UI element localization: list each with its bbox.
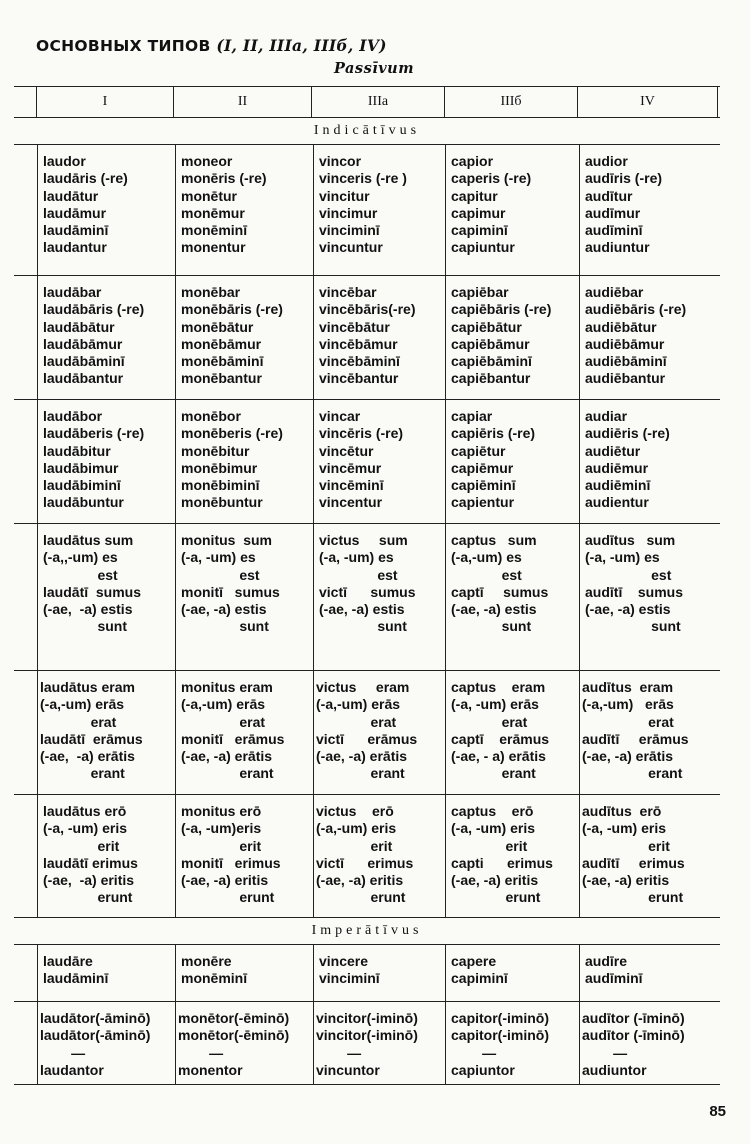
cell-imperative-present-iiib: capere capiminī — [446, 945, 580, 1001]
column-spacer — [14, 87, 36, 117]
block-plusquamperfect — [14, 671, 720, 795]
section-indicativus: Indicātīvus — [14, 118, 720, 145]
block-imperfect — [14, 276, 720, 400]
cell-futurum-exactum-iiib: captus erō (-a, -um) eris erit capti erimus (-ae, -a) eritis erunt — [446, 795, 580, 917]
page-number: 85 — [709, 1103, 726, 1120]
column-header-iiia: IIIa — [311, 87, 444, 117]
cell-imperfect-iiib: capiēbar capiēbāris (-re) capiēbātur capiēbāmur capiēbāminī capiēbantur — [446, 276, 580, 399]
cell-plusquamperfect-iiib: captus eram (-a, -um) erās erat captī erāmus (-ae, - a) erātis erant — [446, 671, 580, 794]
row-spacer — [14, 276, 38, 399]
cell-perfect-ii: monitus sum (-a, -um) es est monitī sumus (-ae, -a) estis sunt — [176, 524, 314, 670]
block-perfect — [14, 524, 720, 671]
row-spacer — [14, 400, 38, 523]
cell-imperfect-ii: monēbar monēbāris (-re) monēbātur monēbāmur monēbāminī monēbantur — [176, 276, 314, 399]
row-spacer — [14, 795, 38, 917]
cell-imperative-future-iiib: capitor(-iminō) capitor(-iminō) — capiuntor — [446, 1002, 580, 1084]
column-header-row — [14, 86, 720, 118]
cell-futurum-exactum-iiia: victus erō (-a,-um) eris erit victī erimus (-ae, -a) eritis erunt — [314, 795, 446, 917]
cell-imperative-present-iv: audīre audīminī — [585, 953, 643, 987]
block-imperative-future — [14, 1002, 720, 1085]
cell-imperative-present-iiia: vincere vinciminī — [314, 945, 446, 1001]
cell-present-iv: audior audīris (-re) audītur audīmur audīminī audiuntur — [585, 153, 663, 256]
page-title-types: (I, II, IIIa, IIIб, IV) — [216, 36, 387, 55]
section-imperativus: Imperātīvus — [14, 918, 720, 945]
cell-plusquamperfect-i: laudātus eram (-a,-um) erās erat laudātī erāmus (-ae, -a) erātis erant — [38, 671, 176, 794]
cell-future-i: laudābor laudāberis (-re) laudābitur laudābimur laudābiminī laudābuntur — [38, 400, 176, 523]
cell-present-iiib: capior caperis (-re) capitur capimur capiminī capiuntur — [446, 145, 580, 275]
block-imperative-present — [14, 945, 720, 1002]
cell-futurum-exactum-iv: audītus erō (-a, -um) eris erit audītī erimus (-ae, -a) eritis erunt — [582, 803, 685, 906]
cell-imperfect-iv: audiēbar audiēbāris (-re) audiēbātur audiēbāmur audiēbāminī audiēbantur — [585, 284, 687, 387]
cell-perfect-iv: audītus sum (-a, -um) es est audītī sumus (-ae, -a) estis sunt — [585, 532, 684, 635]
cell-imperative-present-i: laudāre laudāminī — [38, 945, 176, 1001]
voice-subtitle: Passīvum — [334, 60, 415, 77]
cell-imperfect-i: laudābar laudābāris (-re) laudābātur laudābāmur laudābāminī laudābantur — [38, 276, 176, 399]
cell-perfect-i: laudātus sum (-a,,-um) es est laudātī sumus (-ae, -a) estis sunt — [38, 524, 176, 670]
cell-plusquamperfect-ii: monitus eram (-a,-um) erās erat monitī erāmus (-ae, -a) erātis erant — [176, 671, 314, 794]
column-header-iv: IV — [577, 87, 717, 117]
cell-imperative-future-iv: audītor (-īminō) audītor (-īminō) — audiuntor — [582, 1010, 685, 1078]
conjugation-table — [14, 86, 720, 1085]
page-title-main: ОСНОВНЫХ ТИПОВ — [36, 37, 211, 55]
cell-future-iiib: capiar capiēris (-re) capiētur capiēmur capiēminī capientur — [446, 400, 580, 523]
cell-imperative-present-ii: monēre monēminī — [176, 945, 314, 1001]
column-end — [717, 87, 720, 117]
column-header-ii: II — [173, 87, 311, 117]
cell-imperative-future-ii: monētor(-ēminō) monētor(-ēminō) — monentor — [176, 1002, 314, 1084]
cell-futurum-exactum-ii: monitus erō (-a, -um)eris erit monitī erimus (-ae, -a) eritis erunt — [176, 795, 314, 917]
cell-future-iiia: vincar vincēris (-re) vincētur vincēmur vincēminī vincentur — [314, 400, 446, 523]
cell-imperative-future-iiia: vincitor(-iminō) vincitor(-iminō) — vincuntor — [314, 1002, 446, 1084]
cell-plusquamperfect-iv: audītus eram (-a,-um) erās erat audītī erāmus (-ae, -a) erātis erant — [582, 679, 689, 782]
cell-perfect-iiib: captus sum (-a,-um) es est captī sumus (-ae, -a) estis sunt — [446, 524, 580, 670]
cell-future-ii: monēbor monēberis (-re) monēbitur monēbimur monēbiminī monēbuntur — [176, 400, 314, 523]
row-spacer — [14, 524, 38, 670]
row-spacer — [14, 145, 38, 275]
column-header-iiib: IIIб — [444, 87, 577, 117]
cell-future-iv: audiar audiēris (-re) audiētur audiēmur audiēminī audientur — [585, 408, 670, 511]
block-futurum-exactum — [14, 795, 720, 918]
cell-futurum-exactum-i: laudātus erō (-a, -um) eris erit laudātī erimus (-ae, -a) eritis erunt — [38, 795, 176, 917]
cell-present-iiia: vincor vinceris (-re ) vincitur vincimur vinciminī vincuntur — [314, 145, 446, 275]
cell-present-ii: moneor monēris (-re) monētur monēmur monēminī monentur — [176, 145, 314, 275]
row-spacer — [14, 1002, 38, 1084]
column-header-i: I — [36, 87, 173, 117]
cell-present-i: laudor laudāris (-re) laudātur laudāmur laudāminī laudantur — [38, 145, 176, 275]
row-spacer — [14, 945, 38, 1001]
row-spacer — [14, 671, 38, 794]
page-title — [36, 36, 387, 55]
block-future — [14, 400, 720, 524]
cell-perfect-iiia: victus sum (-a, -um) es est victī sumus (-ae, -a) estis sunt — [314, 524, 446, 670]
cell-imperfect-iiia: vincēbar vincēbāris(-re) vincēbātur vincēbāmur vincēbāminī vincēbantur — [314, 276, 446, 399]
block-present — [14, 145, 720, 276]
cell-imperative-future-i: laudātor(-āminō) laudātor(-āminō) — laudantor — [38, 1002, 176, 1084]
cell-plusquamperfect-iiia: victus eram (-a,-um) erās erat victī erāmus (-ae, -a) erātis erant — [314, 671, 446, 794]
